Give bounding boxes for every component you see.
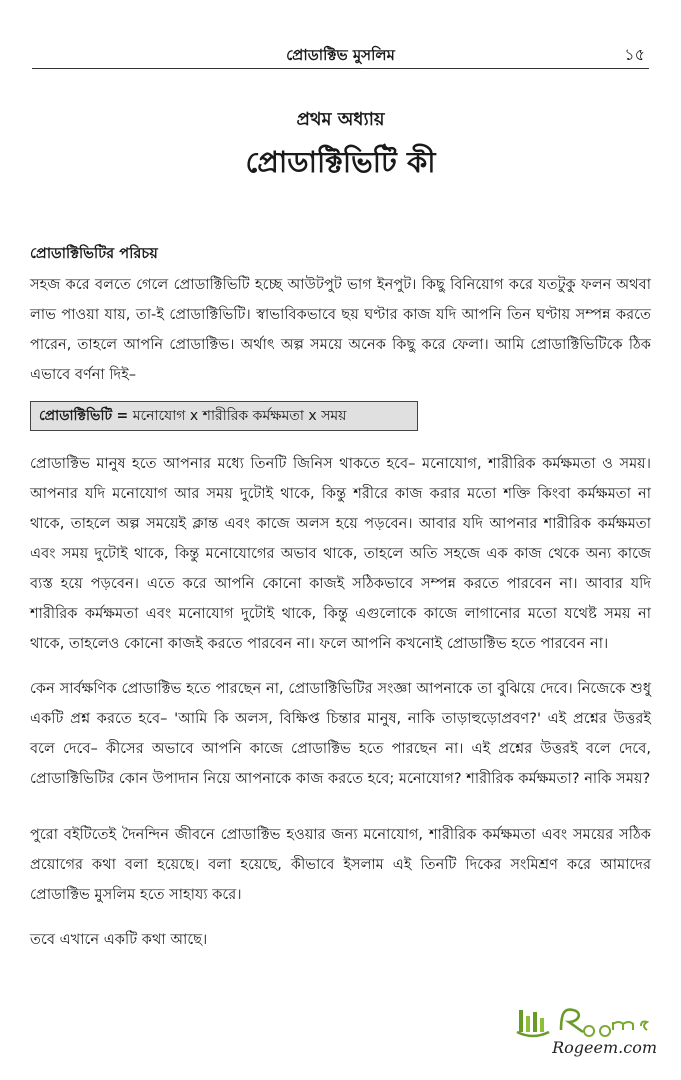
paragraph-intro: সহজ করে বলতে গেলে প্রোডাক্টিভিটি হচ্ছে আউটপুট ভাগ ইনপুট। কিছু বিনিয়োগ করে যতটুকু ফলন অথবা লাভ পাওয়া যায়, তা-ই প্রোডাক্টিভিটি। স্বাভাবিকভাবে ছয় ঘণ্টার কাজ যদি আপনি তিন ঘণ্টায় সম্পন্ন করতে পারেন, তাহলে আপনি প্রোডাক্টিভ। অর্থাৎ অল্প সময়ে অনেক কিছু করে ফেলা। আমি প্রোডাক্টিভিটিকে ঠিক এভাবে বর্ণনা দিই– — [30, 276, 651, 383]
formula-box — [30, 401, 418, 431]
watermark-url: Rogeem.com — [552, 1038, 657, 1057]
paragraph-book-scope: পুরো বইটিতেই দৈনন্দিন জীবনে প্রোডাক্টিভ হওয়ার জন্য মনোযোগ, শারীরিক কর্মক্ষমতা এবং সময়ের সঠিক প্রয়োগের কথা বলা হয়েছে। বলা হয়েছে, কীভাবে ইসলাম এই তিনটি দিকের সংমিশ্রণ করে আমাদের প্রোডাক্টিভ মুসলিম হতে সাহায্য করে। — [30, 826, 651, 903]
formula-times: x — [189, 408, 199, 424]
formula-factor-energy: শারীরিক কর্মক্ষমতা — [202, 408, 304, 424]
page-number: ১৫ — [624, 45, 645, 64]
running-header — [32, 38, 649, 69]
paragraph-closing: তবে এখানে একটি কথা আছে। — [30, 931, 208, 948]
formula-term: প্রোডাক্টিভিটি — [39, 408, 113, 424]
formula-factor-time: সময় — [321, 408, 347, 424]
formula-times: x — [308, 408, 317, 424]
running-title: প্রোডাক্টিভ মুসলিম — [286, 46, 395, 64]
formula-factor-attention: মনোযোগ — [132, 408, 186, 424]
chapter-label: প্রথম অধ্যায় — [296, 109, 385, 130]
rogeem-logo-icon — [513, 1002, 663, 1038]
watermark — [513, 1002, 663, 1062]
chapter-title: প্রোডাক্টিভিটি কী — [245, 145, 436, 179]
formula-equals: = — [116, 408, 129, 424]
section-heading: প্রোডাক্টিভিটির পরিচয় — [30, 245, 158, 262]
paragraph-question: কেন সার্বক্ষণিক প্রোডাক্টিভ হতে পারছেন না, প্রোডাক্টিভিটির সংজ্ঞা আপনাকে তা বুঝিয়ে দেবে। নিজেকে শুধু একটি প্রশ্ন করতে হবে– 'আমি কি অলস, বিক্ষিপ্ত চিন্তার মানুষ, নাকি তাড়াহুড়োপ্রবণ?' এই প্রশ্নের উত্তরই বলে দেবে– কীসের অভাবে আপনি কাজে প্রোডাক্টিভ হতে পারছেন না। এই প্রশ্নের উত্তরই বলে দেবে, প্রোডাক্টিভিটির কোন উপাদান নিয়ে আপনাকে কাজ করতে হবে; মনোযোগ? শারীরিক কর্মক্ষমতা? নাকি সময়? — [30, 680, 651, 787]
paragraph-three-elements: প্রোডাক্টিভ মানুষ হতে আপনার মধ্যে তিনটি জিনিস থাকতে হবে– মনোযোগ, শারীরিক কর্মক্ষমতা ও সময়। আপনার যদি মনোযোগ আর সময় দুটোই থাকে, কিন্তু শরীরে কাজ করার মতো শক্তি কিংবা কর্মক্ষমতা না থাকে, তাহলে অল্প সময়েই ক্লান্ত এবং কাজে অলস হয়ে পড়বেন। আবার যদি আপনার শারীরিক কর্মক্ষমতা এবং সময় দুটোই থাকে, কিন্তু মনোযোগের অভাব থাকে, তাহলে অতি সহজে এক কাজ থেকে অন্য কাজে ব্যস্ত হয়ে পড়বেন। এতে করে আপনি কোনো কাজই সঠিকভাবে সম্পন্ন করতে পারবেন না। আবার যদি শারীরিক কর্মক্ষমতা এবং মনোযোগ দুটোই থাকে, কিন্তু এগুলোকে কাজে লাগানোর মতো যথেষ্ট সময় না থাকে, তাহলেও কোনো কাজই করতে পারবেন না। ফলে আপনি কখনোই প্রোডাক্টিভ হতে পারবেন না। — [30, 455, 651, 652]
